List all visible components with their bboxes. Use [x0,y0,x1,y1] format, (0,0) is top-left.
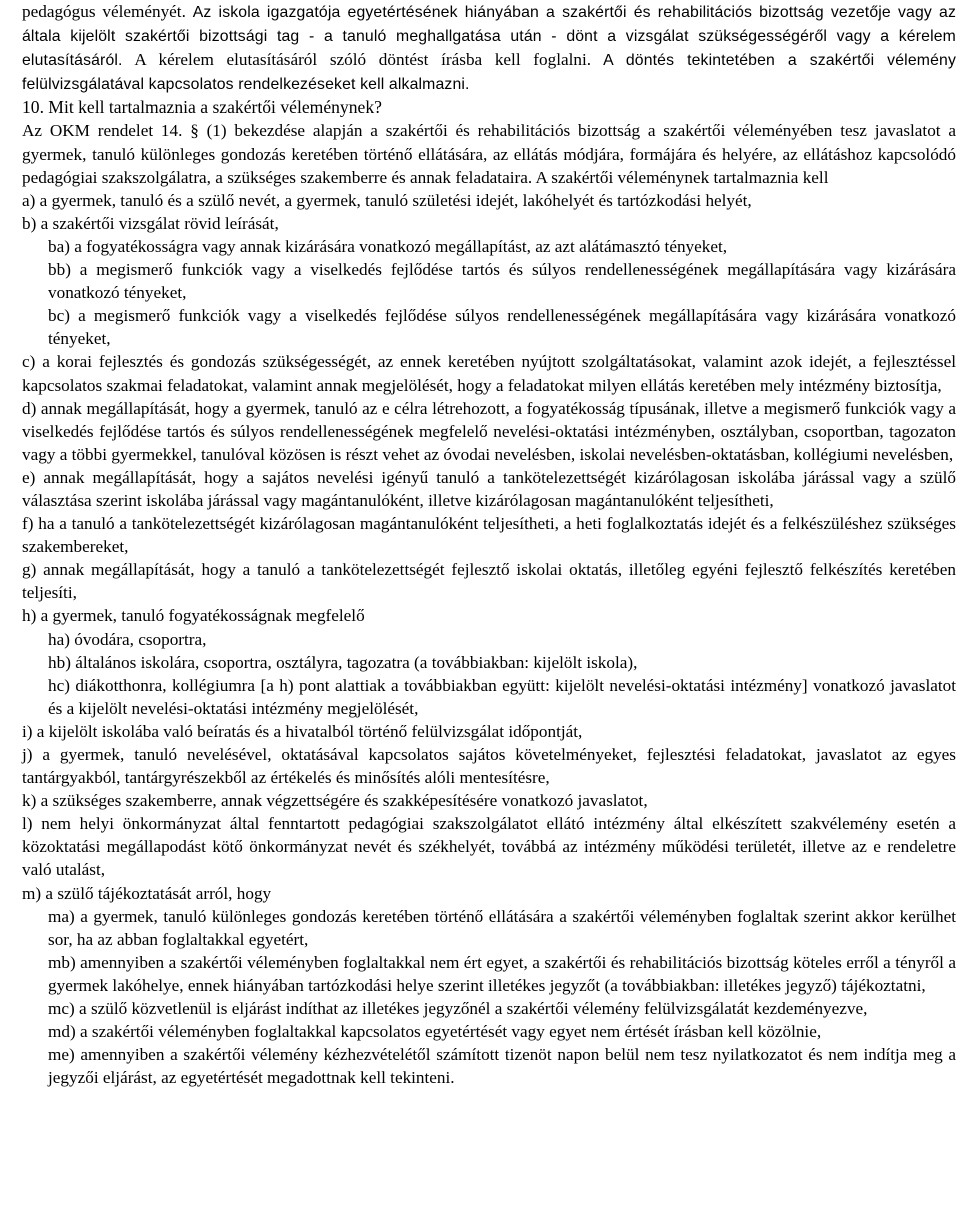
paragraph-decision-sans-c: A döntés tekintetében a szakértői vélemény felülvizsgálatával kapcsolatos rendelkezéseket kell alkalmazni. [22,52,956,94]
list-item-hc: hc) diákotthonra, kollégiumra [a h) pont alattiak a továbbiakban együtt: kijelölt nevelési-oktatási intézmény] vonatkozó javaslatot és a kijelölt nevelési-oktatási intézmény megjelölését, [48,675,956,718]
section-heading [22,96,956,119]
paragraph-decision [22,0,956,96]
list-item-e: e) annak megállapítását, hogy a sajátos nevelési igényű tanuló a tankötelezettségét kizárólagosan iskolába járással vagy a szülő választása szerint iskolába járással vagy magántanulóként, illetve kizárólagosan magántanulóként teljesítheti, [22,467,956,510]
list-item-bb: bb) a megismerő funkciók vagy a viselkedés fejlődése tartós és súlyos rendellenességének megállapítására vagy kizárására vonatkozó tényeket, [48,260,956,303]
list-item-ma: ma) a gyermek, tanuló különleges gondozás keretében történő ellátására a szakértői véleményben foglaltak szerint akkor kerülhet sor, ha az abban foglaltakkal egyetért, [48,906,956,949]
list-item-f: f) ha a tanuló a tankötelezettségét kizárólagosan magántanulóként teljesítheti, a heti foglalkoztatás idejét és a felkészüléshez szükséges szakembereket, [22,514,956,557]
list-item-m: m) a szülő tájékoztatását arról, hogy [22,883,272,903]
list-item-me: me) amennyiben a szakértői vélemény kézhezvételétől számított tizenöt napon belül nem tesz nyilatkozatot és nem indítja meg a jegyzői eljárást, az egyetértését megadottnak kell tekinteni. [48,1045,956,1088]
list-item-d: d) annak megállapítását, hogy a gyermek, tanuló az e célra létrehozott, a fogyatékosság típusának, illetve a megismerő funkciók vagy a viselkedés fejlődése tartós és súlyos rendellenességének megfelelő nevelési-oktatási intézményben, osztályban, csoportban, tagozaton vagy a többi gyermekkel, tanulóval közösen is részt vehet az óvodai nevelésben, iskolai nevelésben-oktatásban, kollégiumi nevelésben, [22,398,956,464]
list-item-j: j) a gyermek, tanuló nevelésével, oktatásával kapcsolatos sajátos követelményeket, fejlesztési feladatokat, javaslatot az egyes tantárgyakból, tantárgyrészekből az értékelés és minősítés alóli mentesítésre, [22,745,956,788]
section-number: 10. [22,97,44,118]
list-item-ba: ba) a fogyatékosságra vagy annak kizárására vonatkozó megállapítást, az azt alátámasztó tényeket, [48,236,728,256]
list-item-bc: bc) a megismerő funkciók vagy a viselkedés fejlődése súlyos rendellenességének megállapítására vagy kizárására vonatkozó tényeket, [48,306,956,349]
list-item-h: h) a gyermek, tanuló fogyatékosságnak megfelelő [22,606,365,626]
list-item-a: a) a gyermek, tanuló és a szülő nevét, a gyermek, tanuló születési idejét, lakóhelyét és tartózkodási helyét, [22,190,752,210]
list-item-mc: mc) a szülő közvetlenül is eljárást indíthat az illetékes jegyzőnél a szakértői vélemény felülvizsgálatát kezdeményezve, [48,999,868,1019]
list-item-mb: mb) amennyiben a szakértői véleményben foglaltakkal nem ért egyet, a szakértői és rehabilitációs bizottság köteles erről a tényről a gyermek lakóhelye, ennek hiányában tartózkodási helye szerint illetékes jegyzőt (a továbbiakban: illetékes jegyző) tájékoztatni, [48,952,956,995]
list-item-i: i) a kijelölt iskolába való beíratás és a hivatalból történő felülvizsgálat időpontját, [22,721,583,741]
list-item-hb: hb) általános iskolára, csoportra, osztályra, tagozatra (a továbbiakban: kijelölt iskola), [48,652,638,672]
list-item-b: b) a szakértői vizsgálat rövid leírását, [22,213,279,233]
intro-lead: Az OKM rendelet 14. [22,121,183,141]
list-item-c: c) a korai fejlesztés és gondozás szükségességét, az ennek keretében nyújtott szolgáltatásokat, valamint azok idejét, a fejlesztéssel kapcsolatos szakmai feladatokat, valamint annak megjelölését, hogy a feladatokat milyen ellátás keretében mely intézmény biztosítja, [22,352,956,395]
list-item-ha: ha) óvodára, csoportra, [48,629,207,649]
paragraph-decision-sans-a: Az iskola igazgatója egyetértésének hiányában a szakértői és rehabilitációs bizottság vezetője vagy az általa kijelölt szakértői bizottsági tag - a tanuló meghallgatása után - dönt a vizsgálat szükségességéről vagy a kérelem elutasításáról. [22,4,956,70]
list-item-md: md) a szakértői véleményben foglaltakkal kapcsolatos egyetértését vagy egyet nem értését írásban kell közölnie, [48,1022,822,1042]
list-item-k: k) a szükséges szakemberre, annak végzettségére és szakképesítésére vonatkozó javaslatot, [22,791,648,811]
list-item-l: l) nem helyi önkormányzat által fenntartott pedagógiai szakszolgálatot ellátó intézmény által elkészített szakvélemény esetén a közoktatási megállapodást kötő önkormányzat nevét és székhelyét, továbbá az intézmény működési területét, illetve az e rendeletre való utalást, [22,814,956,880]
paragraph-decision-start: pedagógus véleményét. [22,2,193,21]
paragraph-decision-serif-b: A kérelem elutasításáról szóló döntést írásba kell foglalni. [122,50,592,70]
list-item-g: g) annak megállapítását, hogy a tanuló a tankötelezettségét fejlesztő iskolai oktatás, illetőleg egyéni fejlesztő felkészítés keretében teljesíti, [22,560,956,603]
intro-paragraph [22,119,956,188]
intro-body: § (1) bekezdése alapján a szakértői és rehabilitációs bizottság a szakértői véleményében tesz javaslatot a gyermek, tanuló különleges gondozás keretében történő ellátására, az ellátás módjára, formájára és helyére, az ellátáshoz kapcsolódó pedagógiai szakszolgálatra, a szükséges szakemberre és annak feladataira. A szakértői véleménynek tartalmaznia kell [22,121,957,187]
section-question: Mit kell tartalmaznia a szakértői véleménynek? [48,97,382,118]
